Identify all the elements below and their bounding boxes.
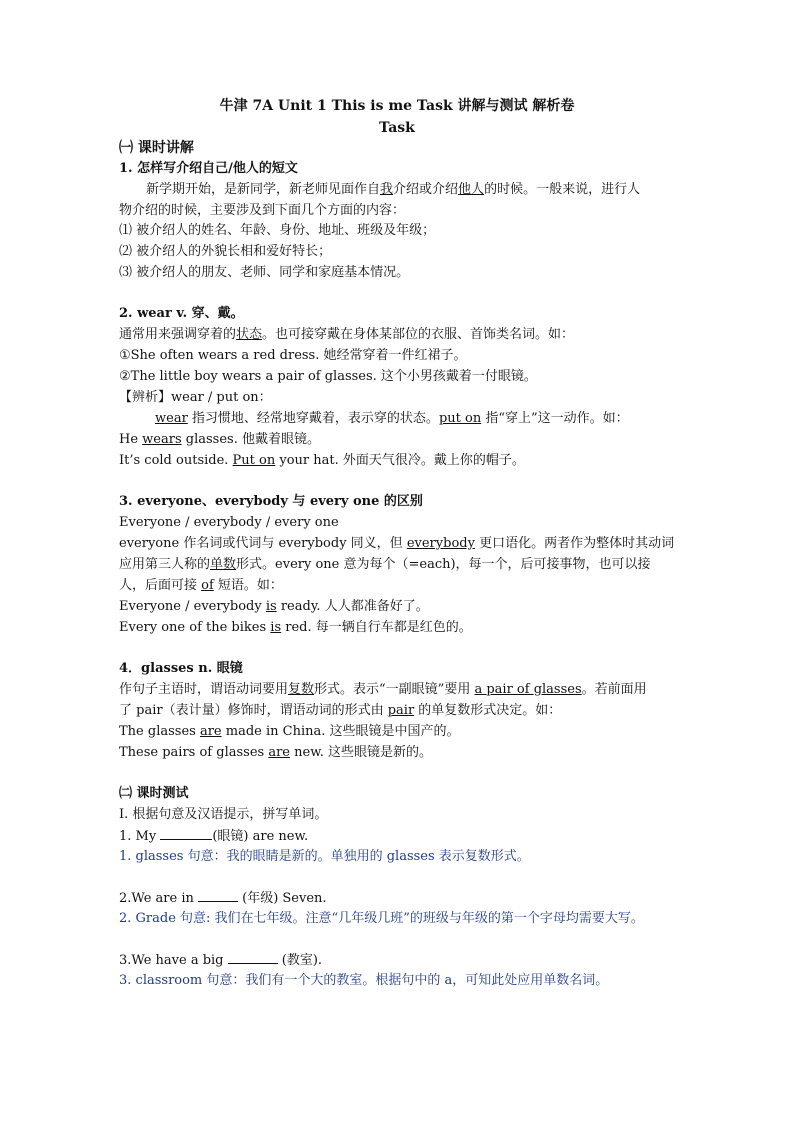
- section2-heading: ㈡ 课时测试: [119, 786, 189, 801]
- p2-line3: ②The little boy wears a pair of glasses. 这个小男孩戴着一付眼镜。: [119, 369, 537, 384]
- exercise-instruction: I. 根据句意及汉语提示，拼写单词。: [119, 807, 328, 822]
- p1-heading: 1. 怎样写介绍自己/他人的短文: [119, 161, 298, 176]
- p2-line5: wear 指习惯地、经常地穿戴着，表示穿的状态。put on 指“穿上”这一动作。如：: [155, 411, 629, 426]
- answer-1: 1. glasses 句意：我的眼睛是新的。单独用的 glasses 表示复数形式。: [119, 849, 530, 864]
- answer-blank[interactable]: [160, 826, 212, 840]
- p3-line3: 应用第三人称的单数形式。every one 意为每个（=each)，每一个，后可接事物，也可以接: [119, 557, 651, 572]
- p1-line5: ⑶ 被介绍人的朋友、老师、同学和家庭基本情况。: [119, 265, 410, 280]
- p4-line2: 了 pair（表计量）修饰时，谓语动词的形式由 pair 的单复数形式决定。如：: [119, 703, 562, 718]
- p1-line2: 物介绍的时候，主要涉及到下面几个方面的内容：: [119, 203, 406, 218]
- question-1: 1. My (眼镜) are new.: [119, 826, 308, 847]
- page-title: 牛津 7A Unit 1 This is me Task 讲解与测试 解析卷: [219, 98, 575, 114]
- p1-line3: ⑴ 被介绍人的姓名、年龄、身份、地址、班级及年级；: [119, 223, 436, 238]
- answer-blank[interactable]: [198, 888, 238, 902]
- answer-blank[interactable]: [228, 950, 278, 964]
- page-subtitle: Task: [379, 120, 415, 136]
- p4-line1: 作句子主语时，谓语动词要用复数形式。表示“一副眼镜”要用 a pair of glasses。若前面用: [119, 682, 647, 697]
- p4-line3: The glasses are made in China. 这些眼镜是中国产的。: [119, 724, 460, 739]
- p3-heading: 3. everyone、everybody 与 every one 的区别: [119, 494, 423, 509]
- answer-3: 3. classroom 句意：我们有一个大的教室。根据句中的 a，可知此处应用单数名词。: [119, 973, 609, 988]
- section1-heading: ㈠ 课时讲解: [119, 140, 194, 156]
- question-3: 3.We have a big (教室).: [119, 950, 322, 971]
- p3-line2: everyone 作名词或代词与 everybody 同义，但 everybody 更口语化。两者作为整体时其动词: [119, 536, 675, 551]
- p2-line1: 通常用来强调穿着的状态。也可接穿戴在身体某部位的衣服、首饰类名词。如：: [119, 327, 575, 342]
- p1-line4: ⑵ 被介绍人的外貌长相和爱好特长；: [119, 244, 332, 259]
- p2-line6: He wears glasses. 他戴着眼镜。: [119, 432, 320, 447]
- p3-line6: Every one of the bikes is red. 每一辆自行车都是红色的。: [119, 620, 472, 635]
- p1-line1: 新学期开始，是新同学，新老师见面作自我介绍或介绍他人的时候。一般来说，进行人: [146, 182, 641, 197]
- p3-line1: Everyone / everybody / every one: [119, 515, 339, 530]
- p3-line4: 人，后面可接 of 短语。如：: [119, 578, 283, 593]
- p3-line5: Everyone / everybody is ready. 人人都准备好了。: [119, 599, 429, 614]
- p4-line4: These pairs of glasses are new. 这些眼镜是新的。: [119, 745, 433, 760]
- p2-line7: It’s cold outside. Put on your hat. 外面天气很冷。戴上你的帽子。: [119, 453, 525, 468]
- answer-2: 2. Grade 句意: 我们在七年级。注意“几年级几班”的班级与年级的第一个字母均需要大写。: [119, 911, 644, 926]
- question-2: 2.We are in (年级) Seven.: [119, 888, 327, 909]
- p4-heading: 4．glasses n. 眼镜: [119, 661, 243, 676]
- p2-line2: ①She often wears a red dress. 她经常穿着一件红裙子。: [119, 348, 467, 363]
- p2-heading: 2. wear v. 穿、戴。: [119, 306, 244, 321]
- p2-line4: 【辨析】wear / put on：: [119, 390, 272, 405]
